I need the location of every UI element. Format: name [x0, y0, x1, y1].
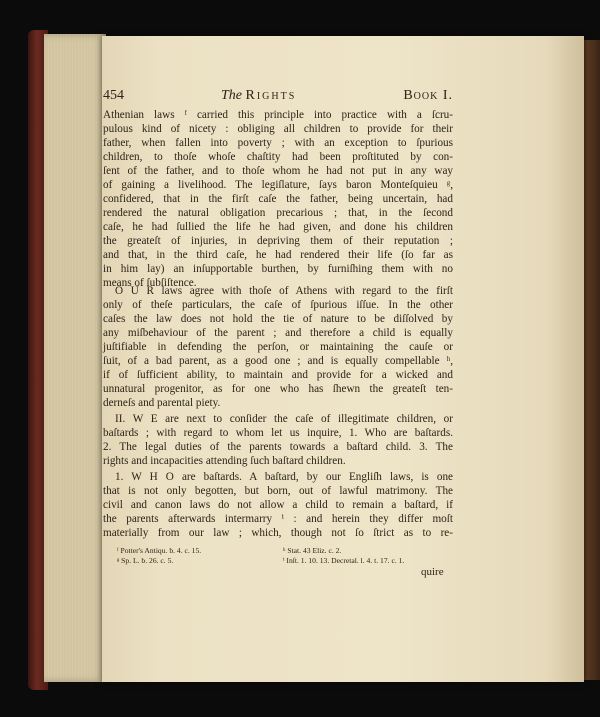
text-line: rights and incapacities attending ſuch baſtard children. [103, 455, 346, 467]
running-title-the: The [221, 88, 242, 103]
text-line: children, to thoſe whoſe chaſtity had been proſtituted by con- [103, 151, 453, 163]
footnote-i: ⁱ Inſt. 1. 10. 13. Decretal. l. 4. t. 17. c. 1. [283, 556, 405, 565]
text-line: father, when fallen into poverty ; with an exception to ſpurious [103, 137, 453, 149]
footnote-g: ᵍ Sp. L. b. 26. c. 5. [117, 556, 174, 565]
book-label: Book I. [403, 88, 453, 103]
text-line: the greateſt of injuries, in depriving them of their reputation ; [103, 235, 453, 247]
text-line: ſent of the father, and to thoſe whom he had not put in any way [103, 165, 453, 177]
text-line: means of ſubſiſtence. [103, 277, 197, 289]
text-line: and that, in the third caſe, he had rendered their life (ſo far as [103, 249, 453, 261]
text-line: only of theſe particulars, the caſe of ſpurious iſſue. In the other [103, 299, 453, 311]
running-header [103, 88, 453, 106]
text-line: baſtards ; with regard to whom let us inquire, 1. Who are baſtards. [103, 427, 453, 439]
text-line: 2. The legal duties of the parents towards a baſtard child. 3. The [103, 441, 453, 453]
catchword: quire [421, 566, 444, 578]
text-line: rendered the natural obligation precarious ; that, in the ſecond [103, 207, 453, 219]
running-title [221, 88, 296, 104]
text-line: caſes the law does not hold the tie of nature to be diſſolved by [103, 313, 453, 325]
text-line: O U R laws agree with thoſe of Athens with regard to the firſt [115, 285, 453, 297]
page-edges [44, 34, 106, 682]
text-line: civil and canon laws do not allow a child to remain a baſtard, if [103, 499, 453, 511]
running-title-rights: Rights [245, 88, 297, 103]
text-line: II. W E are next to conſider the caſe of illegitimate children, or [115, 413, 453, 425]
text-line: confidered, that in the firſt caſe the father, being uncertain, had [103, 193, 453, 205]
text-line: ſuit, of a bad parent, as a good one ; and is equally compellable ʰ, [103, 355, 453, 367]
text-line: of gaining a livelihood. The legiſlature, ſays baron Monteſquieu ᵍ, [103, 179, 453, 191]
page-number: 454 [103, 88, 124, 103]
text-line: Athenian laws ᶠ carried this principle into practice with a ſcru- [103, 109, 453, 121]
text-line: pulous kind of nicety : obliging all children to provide for their [103, 123, 453, 135]
text-line: derneſs and parental piety. [103, 397, 221, 409]
text-line: juſtifiable in defending the perſon, or maintaining the cauſe or [103, 341, 453, 353]
text-line: if of ſufficient ability, to maintain and provide for a wicked and [103, 369, 453, 381]
footnote-h: ʰ Stat. 43 Eliz. c. 2. [283, 546, 342, 555]
footnote-f: ᶠ Potter's Antiqu. b. 4. c. 15. [117, 546, 202, 555]
text-line: in him lay) an inſupportable burthen, by furniſhing them with no [103, 263, 453, 275]
text-line: materially from our law ; which, though not ſo ſtrict as to re- [103, 527, 453, 539]
text-line: unnatural progenitor, as for one who has ſhewn the greateſt ten- [103, 383, 453, 395]
text-line: that is not only begotten, but born, out of lawful matrimony. The [103, 485, 453, 497]
text-line: any miſbehaviour of the parent ; and therefore a child is equally [103, 327, 453, 339]
text-line: caſe, he had ſullied the life he had given, and done his children [103, 221, 453, 233]
text-line: the parents afterwards intermarry ⁱ : and herein they differ moſt [103, 513, 453, 525]
text-line: 1. W H O are baſtards. A baſtard, by our Engliſh laws, is one [115, 471, 453, 483]
